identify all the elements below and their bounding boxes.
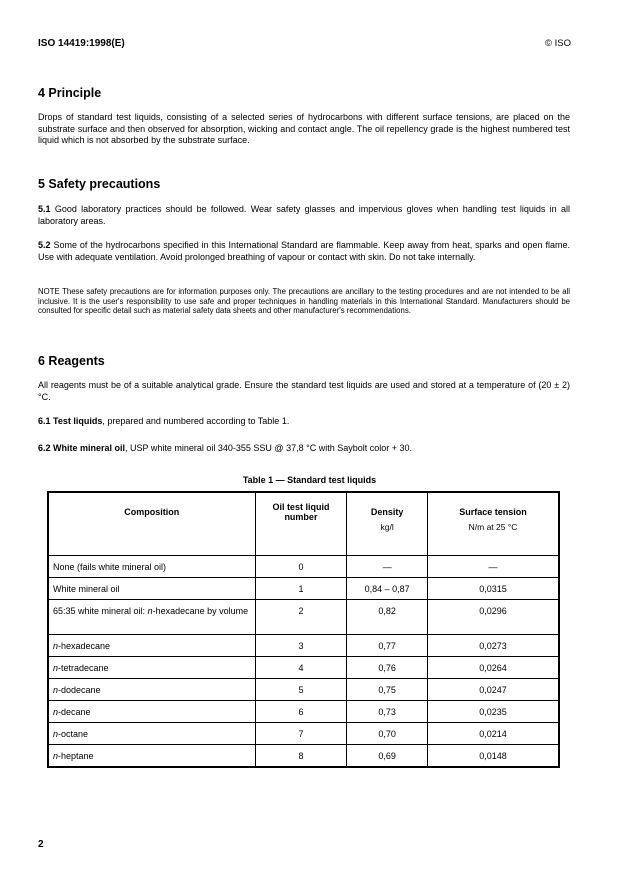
table-row (48, 679, 559, 701)
cell-number: 0 (255, 556, 347, 578)
cell-composition (48, 679, 255, 701)
cell-number: 3 (255, 635, 347, 657)
cell-tension: 0,0235 (428, 701, 559, 723)
safety-paragraph-5-2 (38, 240, 570, 263)
composition-prefix: n (53, 685, 59, 695)
table-row (48, 723, 559, 745)
table-row (48, 635, 559, 657)
cell-tension: — (428, 556, 559, 578)
cell-number: 7 (255, 723, 347, 745)
composition-prefix: n (53, 729, 59, 739)
reagents-intro: All reagents must be of a suitable analytical grade. Ensure the standard test liquids are used and stored at a temperature of (20 ± 2) °C. (38, 380, 570, 402)
safety-paragraph-5-1 (38, 204, 570, 227)
header-composition: Composition (48, 492, 255, 556)
header-density-label: Density (370, 507, 404, 517)
section-heading-safety: 5 Safety precautions (38, 177, 161, 191)
cell-composition: None (fails white mineral oil) (48, 556, 255, 578)
cell-number: 8 (255, 745, 347, 767)
cell-number: 2 (255, 600, 347, 635)
table-caption: Table 1 — Standard test liquids (242, 475, 377, 485)
cell-number: 5 (255, 679, 347, 701)
header-tension-unit: N/m at 25 °C (468, 522, 518, 532)
cell-tension: 0,0264 (428, 657, 559, 679)
cell-tension: 0,0273 (428, 635, 559, 657)
cell-density: 0,69 (347, 745, 428, 767)
document-id: ISO 14419:1998(E) (38, 38, 125, 49)
section-heading-reagents: 6 Reagents (38, 354, 105, 368)
cell-tension: 0,0214 (428, 723, 559, 745)
header-tension-label: Surface tension (459, 507, 527, 517)
reagent-label: 6.1 Test liquids (38, 416, 103, 426)
composition-prefix: n (53, 751, 59, 761)
clause-text: Some of the hydrocarbons specified in this International Standard are flammable. Keep away from heat, sparks and open flame. Use with adequate ventilation. Avoid prolonged breathing of vapour or contact with skin. Do not take internally. (38, 240, 570, 262)
cell-composition (48, 657, 255, 679)
table-row (48, 600, 559, 635)
composition-text: 65:35 white mineral oil: (53, 606, 148, 616)
table-row (48, 556, 559, 578)
composition-prefix: n (147, 606, 153, 616)
cell-density: 0,73 (347, 701, 428, 723)
composition-text: -decane (58, 707, 91, 717)
principle-paragraph: Drops of standard test liquids, consisting of a selected series of hydrocarbons with different surface tensions, are placed on the substrate surface and then observed for absorption, wicking and contact angle. The oil repellency grade is the highest numbered test liquid which is not absorbed by the substrate surface. (38, 112, 570, 145)
clause-number: 5.2 (38, 240, 51, 250)
cell-number: 6 (255, 701, 347, 723)
standard-test-liquids-table (47, 491, 560, 768)
composition-prefix: n (53, 663, 59, 673)
composition-prefix: n (53, 641, 59, 651)
reagent-text: , USP white mineral oil 340-355 SSU @ 37,8 °C with Saybolt color + 30. (125, 443, 412, 453)
cell-composition: White mineral oil (48, 578, 255, 600)
header-number: Oil test liquid number (255, 492, 347, 556)
table-row (48, 701, 559, 723)
reagent-label: 6.2 White mineral oil (38, 443, 126, 453)
table-row (48, 657, 559, 679)
cell-composition (48, 701, 255, 723)
safety-note: NOTE These safety precautions are for information purposes only. The precautions are ancillary to the testing procedures and are not intended to be all inclusive. It is the user's responsibility to use safe and proper techniques in handling materials in this International Standard. Manufacturers should be consulted for specific detail such as material safety data sheets and other manufacturer's recommendations. (38, 287, 570, 316)
cell-density: 0,76 (347, 657, 428, 679)
header-tension (428, 492, 559, 556)
cell-density: 0,70 (347, 723, 428, 745)
clause-text: Good laboratory practices should be followed. Wear safety glasses and impervious gloves when handling test liquids in all laboratory areas. (38, 204, 570, 226)
cell-density: 0,84 – 0,87 (347, 578, 428, 600)
cell-density: — (347, 556, 428, 578)
table-header-row (48, 492, 559, 556)
cell-composition (48, 723, 255, 745)
section-heading-principle: 4 Principle (38, 86, 102, 100)
header-density-unit: kg/l (380, 522, 394, 532)
composition-text: -hexadecane (58, 641, 111, 651)
cell-density: 0,75 (347, 679, 428, 701)
reagent-6-1 (38, 416, 570, 428)
cell-number: 1 (255, 578, 347, 600)
cell-tension: 0,0315 (428, 578, 559, 600)
cell-tension: 0,0247 (428, 679, 559, 701)
composition-text-rest: -hexadecane by volume (152, 606, 249, 616)
composition-text: -tetradecane (58, 663, 109, 673)
composition-text: -dodecane (58, 685, 101, 695)
cell-tension: 0,0148 (428, 745, 559, 767)
cell-density: 0,77 (347, 635, 428, 657)
composition-text: -octane (58, 729, 89, 739)
header-density (347, 492, 428, 556)
cell-tension: 0,0296 (428, 600, 559, 635)
cell-composition (48, 635, 255, 657)
page-number: 2 (38, 839, 44, 850)
reagent-text: , prepared and numbered according to Table 1. (102, 416, 290, 426)
clause-number: 5.1 (38, 204, 51, 214)
table-row (48, 578, 559, 600)
cell-composition (48, 600, 255, 635)
table-row (48, 745, 559, 767)
composition-prefix: n (53, 707, 59, 717)
cell-density: 0,82 (347, 600, 428, 635)
copyright-mark: © ISO (544, 38, 571, 49)
composition-text: -heptane (58, 751, 94, 761)
reagent-6-2 (38, 443, 570, 455)
cell-composition (48, 745, 255, 767)
cell-number: 4 (255, 657, 347, 679)
